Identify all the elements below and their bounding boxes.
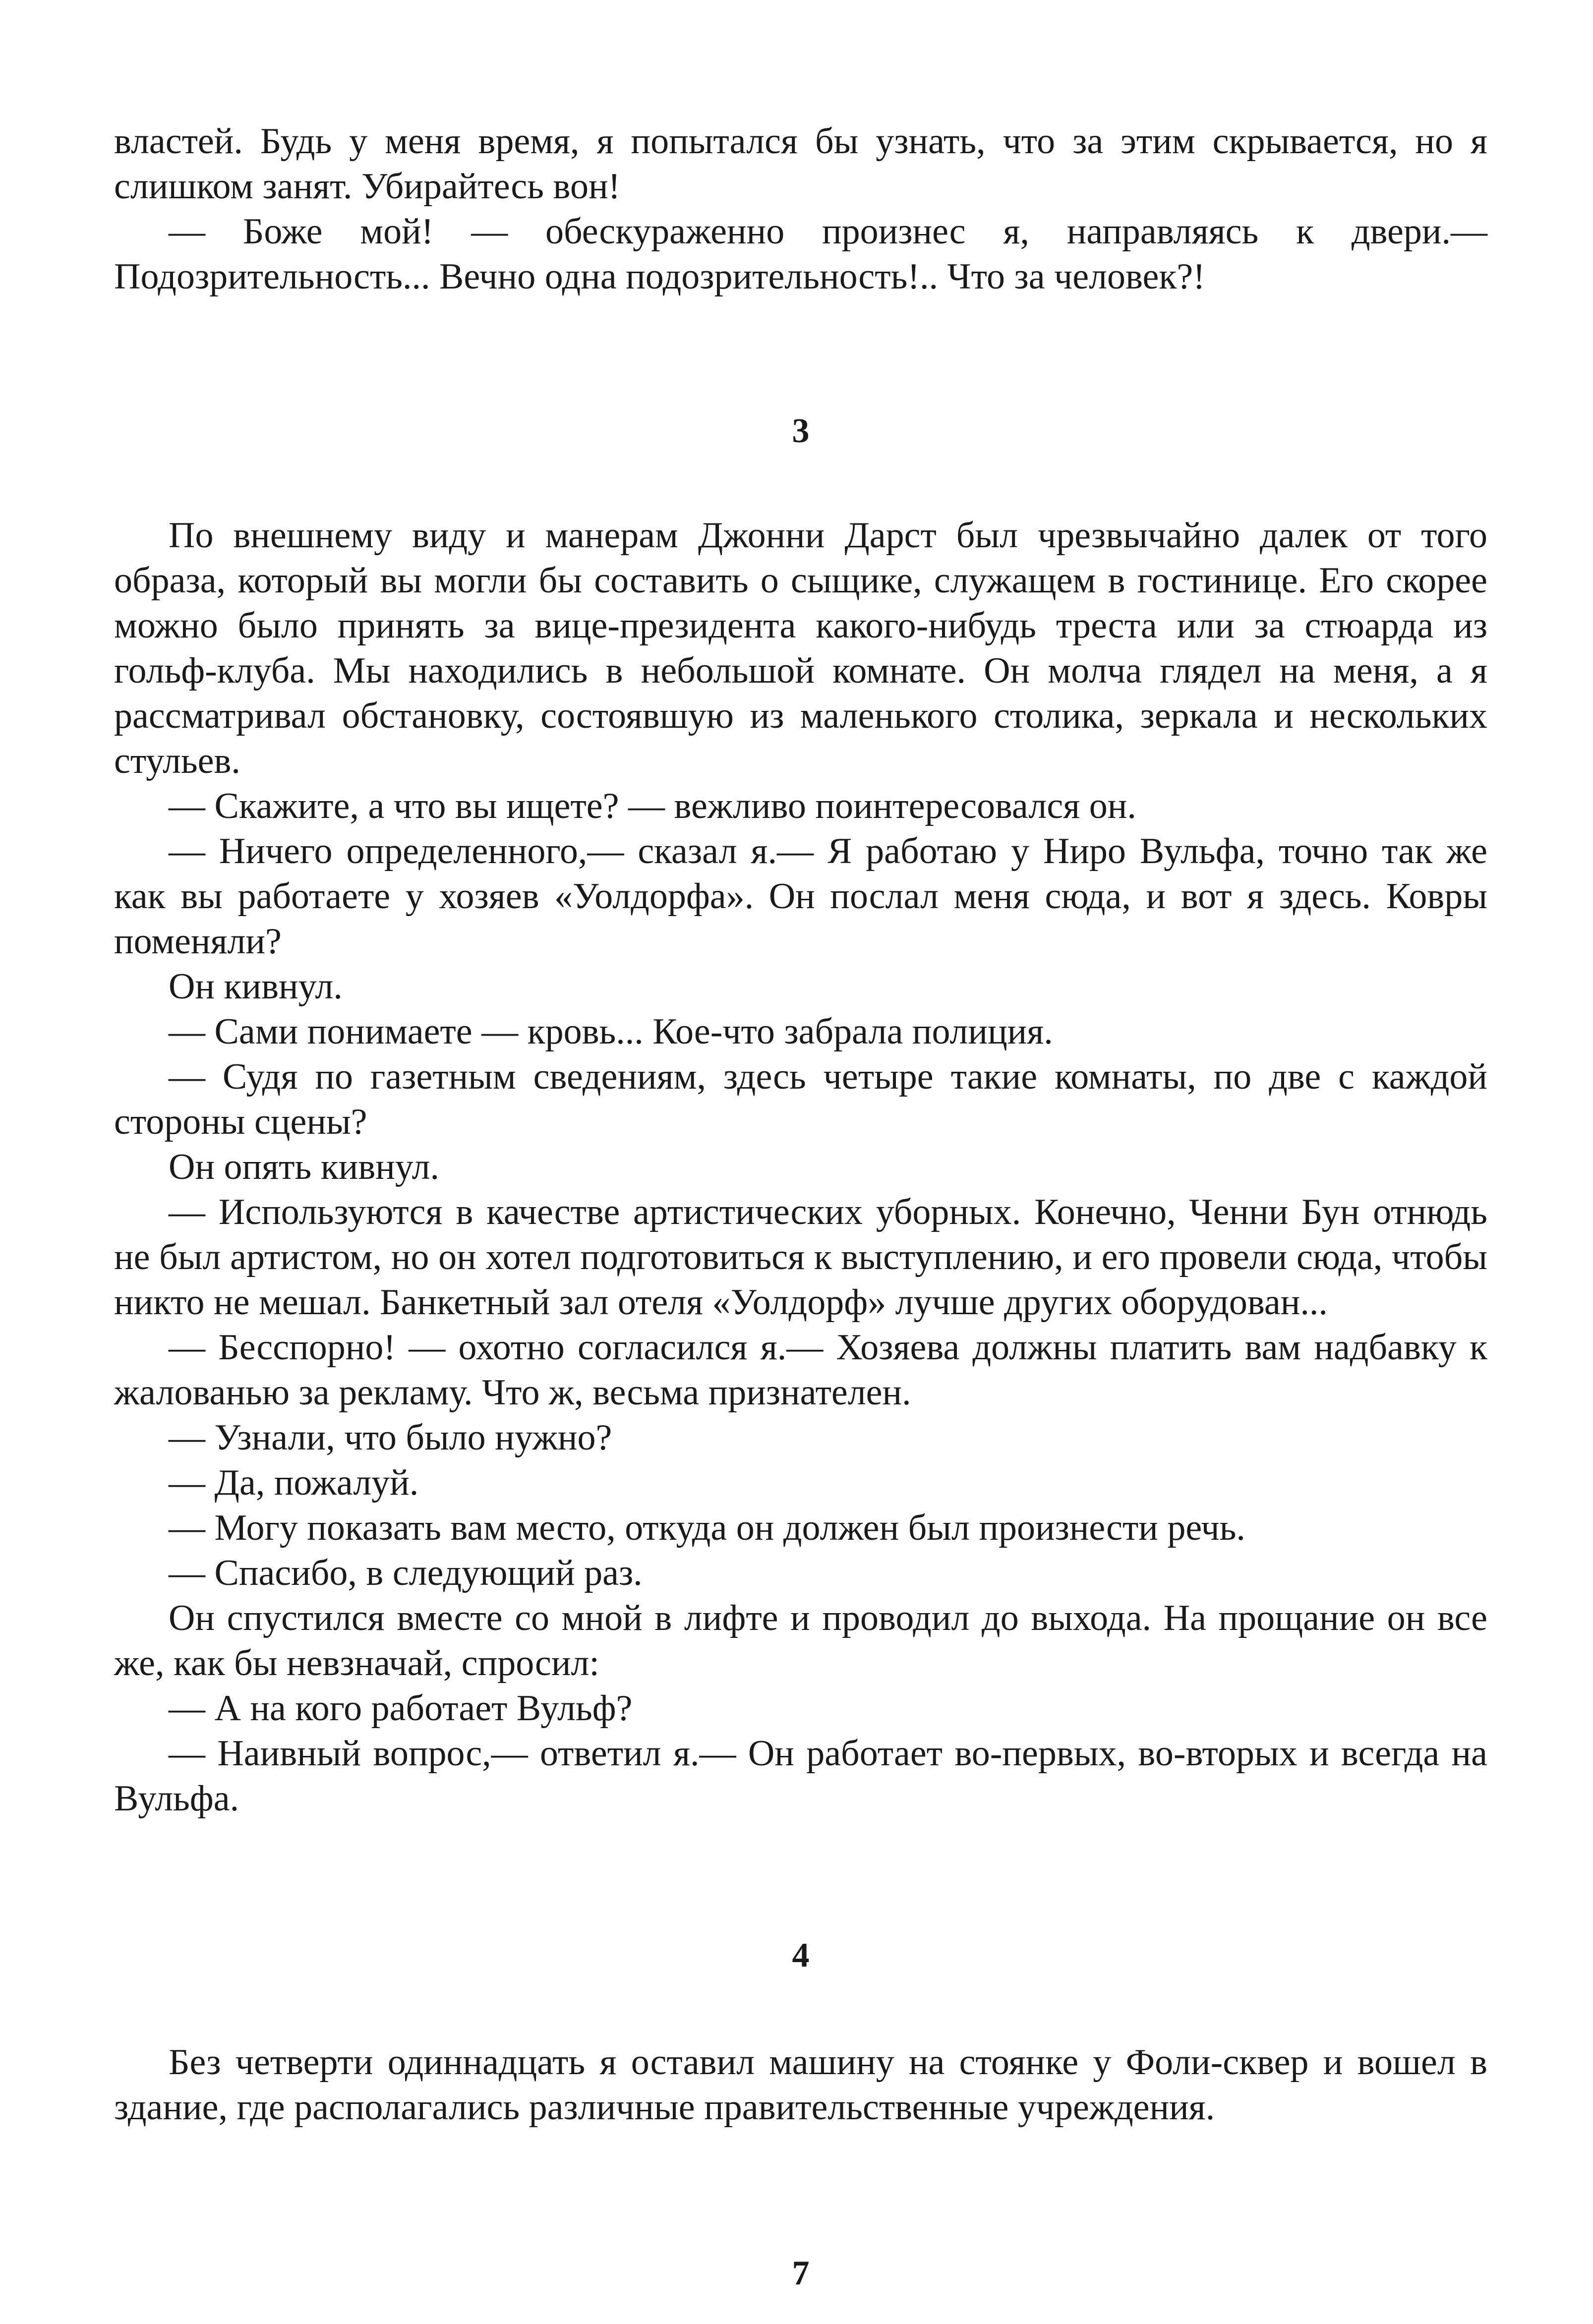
paragraph: Без четверти одиннадцать я оставил машину на стоянке у Фоли-сквер и вошел в здание, где располагались различные правительственные учреждения. [114, 2042, 1487, 2128]
book-page [114, 119, 1487, 2292]
paragraph: — Наивный вопрос,— ответил я.— Он работает во-первых, во-вторых и всегда на Вульфа. [114, 1733, 1487, 1819]
paragraph: — Используются в качестве артистических уборных. Конечно, Ченни Бун отнюдь не был артистом, но он хотел подготовиться к выступлению, и его провели сюда, чтобы никто не мешал. Банкетный зал отеля «Уолдорф» лучше других оборудован... [114, 1192, 1487, 1323]
page-number: 7 [792, 2254, 810, 2292]
paragraph: — Судя по газетным сведениям, здесь четыре такие комнаты, по две с каждой стороны сцены? [114, 1056, 1487, 1142]
paragraph: — А на кого работает Вульф? [169, 1688, 633, 1729]
paragraph: По внешнему виду и манерам Джонни Дарст был чрезвычайно далек от того образа, который вы могли бы составить о сыщике, служащем в гостинице. Его скорее можно было принять за вице-президента какого-нибудь треста или за стюарда из гольф-клуба. Мы находились в небольшой комнате. Он молча глядел на меня, а я рассматривал обстановку, состоявшую из маленького столика, зеркала и нескольких стульев. [114, 515, 1487, 781]
paragraph: — Могу показать вам место, откуда он должен был произнести речь. [169, 1508, 1245, 1548]
chapter-number: 4 [792, 1936, 810, 1975]
paragraph: — Спасибо, в следующий раз. [169, 1553, 643, 1593]
paragraph: — Боже мой! — обескураженно произнес я, направляясь к двери.— Подозрительность... Вечно одна подозрительность!.. Что за человек?! [114, 211, 1487, 297]
chapter-number: 3 [792, 412, 810, 450]
paragraph: — Узнали, что было нужно? [169, 1417, 612, 1458]
paragraph: — Скажите, а что вы ищете? — вежливо поинтересовался он. [169, 786, 1136, 826]
paragraph: Он кивнул. [169, 966, 343, 1007]
paragraph: властей. Будь у меня время, я попытался бы узнать, что за этим скрывается, но я слишком занят. Убирайтесь вон! [114, 121, 1487, 207]
paragraph: Он опять кивнул. [169, 1147, 440, 1187]
paragraph: — Да, пожалуй. [169, 1462, 419, 1503]
paragraph: — Бесспорно! — охотно согласился я.— Хозяева должны платить вам надбавку к жалованью за рекламу. Что ж, весьма признателен. [114, 1327, 1487, 1413]
paragraph: Он спустился вместе со мной в лифте и проводил до выхода. На прощание он все же, как бы невзначай, спросил: [114, 1598, 1487, 1684]
paragraph: — Сами понимаете — кровь... Кое-что забрала полиция. [169, 1011, 1053, 1052]
paragraph: — Ничего определенного,— сказал я.— Я работаю у Ниро Вульфа, точно так же как вы работаете у хозяев «Уолдорфа». Он послал меня сюда, и вот я здесь. Ковры поменяли? [114, 831, 1487, 962]
